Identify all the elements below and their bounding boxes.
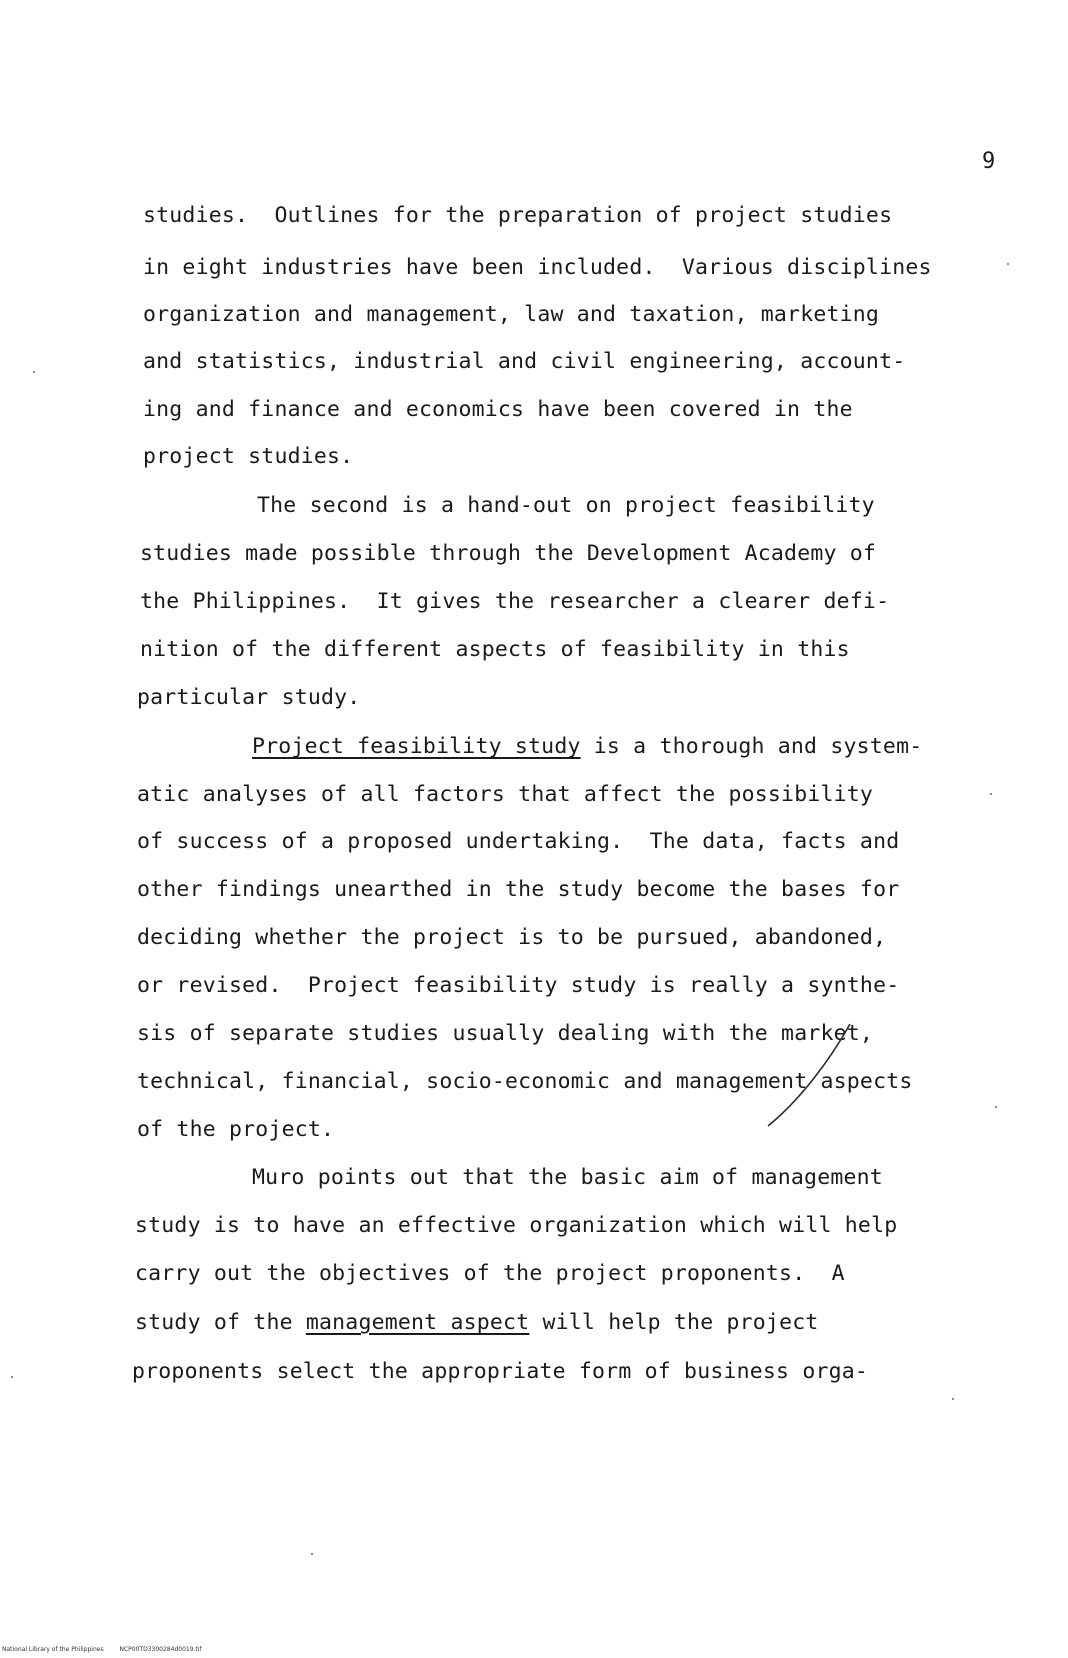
scan-speck	[311, 1553, 313, 1555]
footer-library: National Library of the Philippines	[2, 1646, 104, 1653]
underlined-term: Project feasibility study	[252, 734, 581, 759]
line-text: will help the project	[529, 1310, 819, 1335]
scan-speck	[11, 1376, 13, 1378]
line-text: nition of the different aspects of feasibility in this	[140, 637, 850, 662]
text-line	[140, 539, 876, 569]
text-line	[252, 732, 922, 762]
pen-mark	[760, 1020, 860, 1130]
text-line	[143, 442, 353, 472]
scan-speck	[995, 1106, 997, 1108]
text-line	[252, 1163, 883, 1193]
text-line	[137, 1115, 334, 1145]
line-text: other findings unearthed in the study become the bases for	[137, 877, 900, 902]
text-line	[137, 923, 886, 953]
line-text: particular study.	[137, 685, 361, 710]
text-line	[135, 1259, 845, 1289]
line-text: Muro points out that the basic aim of management	[252, 1165, 883, 1190]
line-text: of success of a proposed undertaking. The data, facts and	[137, 829, 900, 854]
text-line	[143, 395, 853, 425]
line-text: of the project.	[137, 1117, 335, 1142]
line-text: deciding whether the project is to be pursued, abandoned,	[137, 925, 887, 950]
text-line	[140, 635, 850, 665]
line-text: carry out the objectives of the project proponents. A	[135, 1261, 845, 1286]
line-text: the Philippines. It gives the researcher a clearer defi-	[140, 589, 890, 614]
line-text: is a thorough and system-	[580, 734, 923, 759]
text-line	[137, 683, 360, 713]
footer-file-code: NCP00TD3300284d0019.tif	[119, 1646, 202, 1653]
text-line	[257, 491, 875, 521]
page-number: 9	[982, 149, 996, 174]
scan-footer	[2, 1646, 202, 1654]
text-line	[137, 971, 899, 1001]
underlined-term: management aspect	[305, 1310, 530, 1335]
text-line	[143, 253, 932, 283]
line-text: organization and management, law and taxation, marketing	[143, 302, 880, 327]
text-line	[143, 201, 892, 231]
line-text: The second is a hand-out on project feasibility	[257, 493, 875, 518]
line-text: proponents select the appropriate form of business orga-	[132, 1359, 869, 1384]
line-text: project studies.	[143, 444, 354, 469]
line-text: studies made possible through the Development Academy of	[140, 541, 877, 566]
text-line	[132, 1357, 868, 1387]
text-line	[143, 347, 905, 377]
line-text: and statistics, industrial and civil engineering, account-	[143, 349, 906, 374]
line-text: atic analyses of all factors that affect the possibility	[137, 782, 874, 807]
text-line	[135, 1211, 897, 1241]
scan-speck	[33, 371, 35, 373]
text-line	[137, 780, 873, 810]
scan-speck	[1007, 263, 1009, 265]
line-text: or revised. Project feasibility study is really a synthe-	[137, 973, 900, 998]
scan-speck	[990, 793, 992, 795]
line-text: in eight industries have been included. Various disciplines	[143, 255, 932, 280]
line-text: studies. Outlines for the preparation of project studies	[143, 203, 893, 228]
text-line	[140, 587, 889, 617]
text-line	[143, 300, 879, 330]
line-text: sis of separate studies usually dealing with the market,	[137, 1021, 874, 1046]
line-text: study is to have an effective organization which will help	[135, 1213, 898, 1238]
text-line	[135, 1308, 819, 1338]
line-text: ing and finance and economics have been covered in the	[143, 397, 853, 422]
scan-speck	[952, 1398, 954, 1400]
text-line	[137, 827, 899, 857]
line-text: study of the	[135, 1310, 306, 1335]
text-line	[137, 875, 899, 905]
line-text: technical, financial, socio-economic and management aspects	[137, 1069, 913, 1094]
